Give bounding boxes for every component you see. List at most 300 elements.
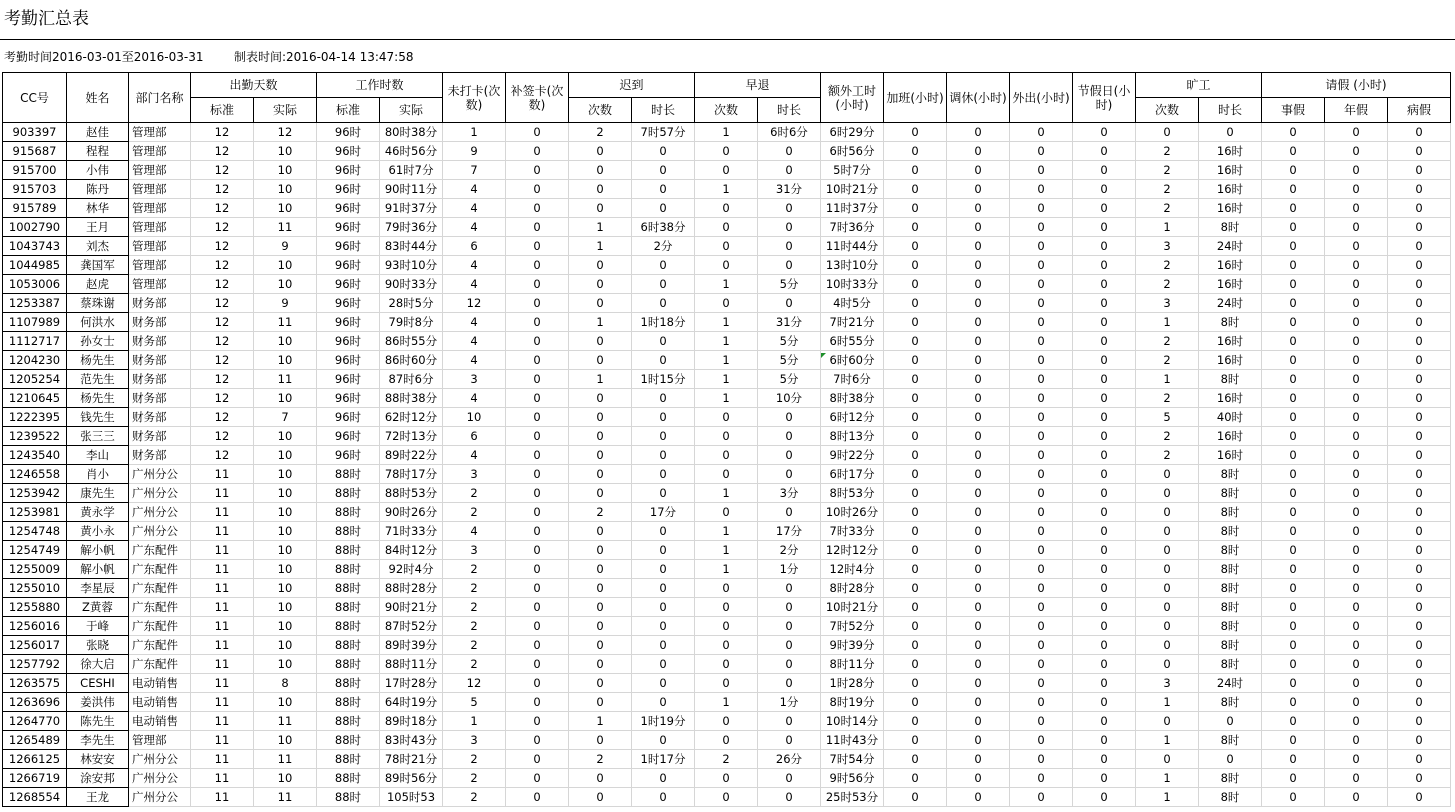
cell-early-count[interactable]: 1 [695,693,758,712]
cell-absent-count[interactable]: 0 [1136,750,1199,769]
cell-absent-count[interactable]: 3 [1136,674,1199,693]
cell-attend-std[interactable]: 11 [191,503,254,522]
cell-overtime[interactable]: 0 [884,522,947,541]
cell-attend-std[interactable]: 11 [191,484,254,503]
cell-overtime[interactable]: 0 [884,579,947,598]
cell-leave-sick[interactable]: 0 [1388,541,1451,560]
cell-comp-leave[interactable]: 0 [947,256,1010,275]
cell-leave-sick[interactable]: 0 [1388,617,1451,636]
cell-extra-hours[interactable]: 12时12分 [821,541,884,560]
cell-absent-duration[interactable]: 8时 [1199,788,1262,807]
header-absent[interactable]: 旷工 [1136,73,1262,98]
cell-late-count[interactable]: 0 [569,142,632,161]
cell-leave-annual[interactable]: 0 [1325,769,1388,788]
cell-dept[interactable]: 广东配件 [129,541,191,560]
cell-late-count[interactable]: 0 [569,446,632,465]
cell-late-duration[interactable]: 1时17分 [632,750,695,769]
cell-dept[interactable]: 财务部 [129,313,191,332]
cell-dept[interactable]: 管理部 [129,161,191,180]
cell-late-count[interactable]: 1 [569,218,632,237]
cell-leave-personal[interactable]: 0 [1262,484,1325,503]
cell-absent-duration[interactable]: 8时 [1199,731,1262,750]
cell-attend-actual[interactable]: 8 [254,674,317,693]
cell-attend-std[interactable]: 12 [191,237,254,256]
cell-early-duration[interactable]: 0 [758,674,821,693]
cell-leave-sick[interactable]: 0 [1388,731,1451,750]
cell-out[interactable]: 0 [1010,332,1073,351]
cell-late-count[interactable]: 2 [569,750,632,769]
cell-out[interactable]: 0 [1010,123,1073,142]
cell-holiday[interactable]: 0 [1073,465,1136,484]
cell-hours-std[interactable]: 96时 [317,370,380,389]
cell-late-duration[interactable]: 0 [632,636,695,655]
cell-name[interactable]: CESHI [67,674,129,693]
cell-early-count[interactable]: 1 [695,541,758,560]
cell-late-duration[interactable]: 0 [632,484,695,503]
cell-sign-fix[interactable]: 0 [506,560,569,579]
cell-dept[interactable]: 广州分公 [129,503,191,522]
cell-leave-annual[interactable]: 0 [1325,484,1388,503]
cell-sign-fix[interactable]: 0 [506,446,569,465]
cell-leave-sick[interactable]: 0 [1388,503,1451,522]
cell-early-count[interactable]: 0 [695,199,758,218]
cell-hours-actual[interactable]: 46时56分 [380,142,443,161]
cell-early-count[interactable]: 1 [695,522,758,541]
cell-attend-actual[interactable]: 10 [254,427,317,446]
cell-early-duration[interactable]: 2分 [758,541,821,560]
cell-early-count[interactable]: 0 [695,731,758,750]
cell-leave-annual[interactable]: 0 [1325,370,1388,389]
cell-name[interactable]: 龚国军 [67,256,129,275]
cell-leave-personal[interactable]: 0 [1262,636,1325,655]
cell-absent-duration[interactable]: 24时 [1199,237,1262,256]
cell-extra-hours[interactable]: 8时53分 [821,484,884,503]
cell-leave-annual[interactable]: 0 [1325,788,1388,807]
cell-leave-annual[interactable]: 0 [1325,408,1388,427]
cell-attend-std[interactable]: 12 [191,389,254,408]
cell-cc[interactable]: 1044985 [3,256,67,275]
cell-out[interactable]: 0 [1010,769,1073,788]
cell-sign-fix[interactable]: 0 [506,218,569,237]
cell-leave-sick[interactable]: 0 [1388,636,1451,655]
header-leave-personal[interactable]: 事假 [1262,98,1325,123]
cell-leave-annual[interactable]: 0 [1325,655,1388,674]
cell-late-duration[interactable]: 0 [632,199,695,218]
cell-hours-actual[interactable]: 84时12分 [380,541,443,560]
cell-name[interactable]: 陈先生 [67,712,129,731]
cell-absent-duration[interactable]: 16时 [1199,256,1262,275]
cell-name[interactable]: 于峰 [67,617,129,636]
cell-attend-std[interactable]: 11 [191,541,254,560]
cell-cc[interactable]: 903397 [3,123,67,142]
cell-hours-actual[interactable]: 71时33分 [380,522,443,541]
cell-early-count[interactable]: 0 [695,617,758,636]
cell-attend-std[interactable]: 12 [191,123,254,142]
cell-dept[interactable]: 管理部 [129,180,191,199]
header-leave[interactable]: 请假 (小时) [1262,73,1451,98]
cell-comp-leave[interactable]: 0 [947,389,1010,408]
cell-attend-actual[interactable]: 10 [254,731,317,750]
cell-overtime[interactable]: 0 [884,541,947,560]
cell-early-count[interactable]: 0 [695,655,758,674]
cell-leave-sick[interactable]: 0 [1388,674,1451,693]
cell-hours-std[interactable]: 88时 [317,636,380,655]
cell-hours-actual[interactable]: 89时22分 [380,446,443,465]
cell-extra-hours[interactable]: 10时33分 [821,275,884,294]
cell-dept[interactable]: 电动销售 [129,712,191,731]
cell-comp-leave[interactable]: 0 [947,617,1010,636]
cell-overtime[interactable]: 0 [884,560,947,579]
cell-early-count[interactable]: 0 [695,598,758,617]
cell-extra-hours[interactable]: 8时13分 [821,427,884,446]
cell-attend-actual[interactable]: 11 [254,313,317,332]
cell-extra-hours[interactable]: 6时29分 [821,123,884,142]
cell-missed-punch[interactable]: 2 [443,655,506,674]
cell-early-count[interactable]: 1 [695,313,758,332]
header-out[interactable]: 外出(小时) [1010,73,1073,123]
cell-leave-annual[interactable]: 0 [1325,674,1388,693]
cell-absent-duration[interactable]: 8时 [1199,313,1262,332]
cell-early-count[interactable]: 1 [695,275,758,294]
cell-absent-duration[interactable]: 8时 [1199,560,1262,579]
cell-leave-personal[interactable]: 0 [1262,142,1325,161]
cell-leave-sick[interactable]: 0 [1388,275,1451,294]
cell-dept[interactable]: 广东配件 [129,579,191,598]
cell-name[interactable]: 姜洪伟 [67,693,129,712]
cell-attend-actual[interactable]: 10 [254,389,317,408]
cell-sign-fix[interactable]: 0 [506,541,569,560]
cell-late-duration[interactable]: 0 [632,465,695,484]
cell-missed-punch[interactable]: 3 [443,731,506,750]
cell-dept[interactable]: 广州分公 [129,465,191,484]
cell-holiday[interactable]: 0 [1073,123,1136,142]
cell-attend-actual[interactable]: 10 [254,465,317,484]
cell-sign-fix[interactable]: 0 [506,598,569,617]
cell-holiday[interactable]: 0 [1073,731,1136,750]
cell-late-count[interactable]: 0 [569,560,632,579]
cell-early-duration[interactable]: 0 [758,256,821,275]
cell-overtime[interactable]: 0 [884,655,947,674]
cell-late-duration[interactable]: 0 [632,617,695,636]
cell-sign-fix[interactable]: 0 [506,275,569,294]
cell-dept[interactable]: 财务部 [129,446,191,465]
cell-attend-actual[interactable]: 7 [254,408,317,427]
cell-dept[interactable]: 财务部 [129,294,191,313]
cell-dept[interactable]: 管理部 [129,142,191,161]
cell-hours-std[interactable]: 96时 [317,332,380,351]
cell-out[interactable]: 0 [1010,674,1073,693]
cell-overtime[interactable]: 0 [884,674,947,693]
cell-early-duration[interactable]: 0 [758,598,821,617]
cell-late-duration[interactable]: 0 [632,408,695,427]
cell-late-duration[interactable]: 0 [632,598,695,617]
cell-extra-hours[interactable]: 1时28分 [821,674,884,693]
cell-cc[interactable]: 1205254 [3,370,67,389]
cell-hours-actual[interactable]: 88时28分 [380,579,443,598]
cell-attend-std[interactable]: 11 [191,598,254,617]
cell-early-duration[interactable]: 0 [758,503,821,522]
cell-attend-actual[interactable]: 10 [254,199,317,218]
cell-absent-count[interactable]: 1 [1136,788,1199,807]
header-missed-punch[interactable]: 未打卡(次数) [443,73,506,123]
cell-late-count[interactable]: 0 [569,427,632,446]
cell-comp-leave[interactable]: 0 [947,731,1010,750]
cell-holiday[interactable]: 0 [1073,598,1136,617]
cell-missed-punch[interactable]: 12 [443,294,506,313]
cell-absent-count[interactable]: 2 [1136,351,1199,370]
cell-early-duration[interactable]: 10分 [758,389,821,408]
cell-attend-std[interactable]: 12 [191,275,254,294]
cell-absent-duration[interactable]: 16时 [1199,351,1262,370]
cell-leave-personal[interactable]: 0 [1262,598,1325,617]
cell-attend-actual[interactable]: 10 [254,351,317,370]
cell-hours-std[interactable]: 96时 [317,389,380,408]
cell-name[interactable]: 康先生 [67,484,129,503]
cell-holiday[interactable]: 0 [1073,560,1136,579]
cell-sign-fix[interactable]: 0 [506,237,569,256]
cell-holiday[interactable]: 0 [1073,161,1136,180]
cell-attend-actual[interactable]: 10 [254,503,317,522]
cell-late-duration[interactable]: 0 [632,522,695,541]
cell-late-duration[interactable]: 0 [632,446,695,465]
cell-comp-leave[interactable]: 0 [947,123,1010,142]
cell-hours-actual[interactable]: 78时17分 [380,465,443,484]
header-attend-actual[interactable]: 实际 [254,98,317,123]
cell-late-count[interactable]: 0 [569,408,632,427]
cell-holiday[interactable]: 0 [1073,522,1136,541]
cell-missed-punch[interactable]: 4 [443,199,506,218]
cell-early-count[interactable]: 1 [695,484,758,503]
header-early-duration[interactable]: 时长 [758,98,821,123]
cell-overtime[interactable]: 0 [884,142,947,161]
cell-late-count[interactable]: 0 [569,465,632,484]
cell-hours-actual[interactable]: 91时37分 [380,199,443,218]
cell-late-duration[interactable]: 2分 [632,237,695,256]
cell-absent-count[interactable]: 1 [1136,769,1199,788]
cell-extra-hours[interactable]: 8时38分 [821,389,884,408]
cell-early-duration[interactable]: 0 [758,617,821,636]
cell-overtime[interactable]: 0 [884,237,947,256]
cell-leave-annual[interactable]: 0 [1325,218,1388,237]
cell-dept[interactable]: 广东配件 [129,560,191,579]
cell-name[interactable]: 徐大启 [67,655,129,674]
cell-missed-punch[interactable]: 4 [443,275,506,294]
cell-cc[interactable]: 1264770 [3,712,67,731]
cell-missed-punch[interactable]: 2 [443,598,506,617]
cell-attend-actual[interactable]: 10 [254,522,317,541]
cell-sign-fix[interactable]: 0 [506,579,569,598]
cell-late-count[interactable]: 0 [569,180,632,199]
cell-attend-actual[interactable]: 11 [254,370,317,389]
cell-leave-annual[interactable]: 0 [1325,712,1388,731]
cell-dept[interactable]: 管理部 [129,218,191,237]
cell-out[interactable]: 0 [1010,351,1073,370]
cell-dept[interactable]: 广东配件 [129,655,191,674]
cell-late-duration[interactable]: 0 [632,655,695,674]
cell-leave-sick[interactable]: 0 [1388,218,1451,237]
cell-hours-actual[interactable]: 93时10分 [380,256,443,275]
cell-leave-personal[interactable]: 0 [1262,256,1325,275]
cell-leave-sick[interactable]: 0 [1388,522,1451,541]
cell-out[interactable]: 0 [1010,579,1073,598]
cell-out[interactable]: 0 [1010,731,1073,750]
cell-name[interactable]: 解小帆 [67,560,129,579]
cell-hours-std[interactable]: 96时 [317,313,380,332]
cell-early-duration[interactable]: 0 [758,731,821,750]
cell-missed-punch[interactable]: 6 [443,427,506,446]
cell-attend-actual[interactable]: 10 [254,256,317,275]
cell-attend-std[interactable]: 11 [191,693,254,712]
cell-out[interactable]: 0 [1010,237,1073,256]
cell-cc[interactable]: 1255010 [3,579,67,598]
cell-out[interactable]: 0 [1010,275,1073,294]
cell-early-duration[interactable]: 0 [758,465,821,484]
cell-overtime[interactable]: 0 [884,313,947,332]
cell-absent-count[interactable]: 1 [1136,731,1199,750]
cell-hours-actual[interactable]: 79时36分 [380,218,443,237]
cell-late-count[interactable]: 0 [569,693,632,712]
cell-early-duration[interactable]: 0 [758,218,821,237]
cell-cc[interactable]: 1256016 [3,617,67,636]
cell-leave-sick[interactable]: 0 [1388,294,1451,313]
cell-overtime[interactable]: 0 [884,294,947,313]
cell-absent-count[interactable]: 0 [1136,598,1199,617]
cell-out[interactable]: 0 [1010,655,1073,674]
cell-late-duration[interactable]: 1时15分 [632,370,695,389]
cell-dept[interactable]: 管理部 [129,237,191,256]
cell-leave-sick[interactable]: 0 [1388,655,1451,674]
cell-attend-std[interactable]: 11 [191,674,254,693]
cell-overtime[interactable]: 0 [884,503,947,522]
cell-absent-count[interactable]: 0 [1136,579,1199,598]
cell-sign-fix[interactable]: 0 [506,788,569,807]
cell-out[interactable]: 0 [1010,503,1073,522]
cell-out[interactable]: 0 [1010,636,1073,655]
cell-holiday[interactable]: 0 [1073,693,1136,712]
cell-cc[interactable]: 1266125 [3,750,67,769]
cell-hours-actual[interactable]: 80时38分 [380,123,443,142]
cell-name[interactable]: 钱先生 [67,408,129,427]
cell-early-count[interactable]: 1 [695,560,758,579]
cell-leave-sick[interactable]: 0 [1388,712,1451,731]
cell-overtime[interactable]: 0 [884,427,947,446]
cell-hours-std[interactable]: 88时 [317,712,380,731]
cell-hours-actual[interactable]: 88时53分 [380,484,443,503]
cell-comp-leave[interactable]: 0 [947,693,1010,712]
cell-attend-std[interactable]: 12 [191,446,254,465]
cell-cc[interactable]: 915700 [3,161,67,180]
cell-cc[interactable]: 1268554 [3,788,67,807]
cell-absent-duration[interactable]: 8时 [1199,370,1262,389]
cell-leave-sick[interactable]: 0 [1388,560,1451,579]
header-hours-std[interactable]: 标准 [317,98,380,123]
cell-absent-duration[interactable]: 0 [1199,712,1262,731]
cell-late-duration[interactable]: 0 [632,389,695,408]
cell-leave-personal[interactable]: 0 [1262,180,1325,199]
cell-missed-punch[interactable]: 4 [443,389,506,408]
cell-late-count[interactable]: 0 [569,199,632,218]
cell-overtime[interactable]: 0 [884,256,947,275]
cell-holiday[interactable]: 0 [1073,142,1136,161]
cell-out[interactable]: 0 [1010,484,1073,503]
cell-absent-count[interactable]: 2 [1136,142,1199,161]
cell-leave-personal[interactable]: 0 [1262,579,1325,598]
cell-absent-duration[interactable]: 40时 [1199,408,1262,427]
cell-missed-punch[interactable]: 9 [443,142,506,161]
cell-missed-punch[interactable]: 2 [443,484,506,503]
cell-attend-actual[interactable]: 10 [254,579,317,598]
cell-absent-duration[interactable]: 16时 [1199,161,1262,180]
cell-attend-actual[interactable]: 9 [254,237,317,256]
cell-hours-actual[interactable]: 61时7分 [380,161,443,180]
cell-leave-annual[interactable]: 0 [1325,180,1388,199]
header-absent-duration[interactable]: 时长 [1199,98,1262,123]
cell-late-count[interactable]: 2 [569,123,632,142]
cell-holiday[interactable]: 0 [1073,503,1136,522]
cell-out[interactable]: 0 [1010,465,1073,484]
cell-hours-std[interactable]: 96时 [317,256,380,275]
cell-dept[interactable]: 广州分公 [129,522,191,541]
cell-early-duration[interactable]: 5分 [758,332,821,351]
cell-name[interactable]: 张晓 [67,636,129,655]
cell-leave-annual[interactable]: 0 [1325,389,1388,408]
cell-missed-punch[interactable]: 4 [443,446,506,465]
cell-holiday[interactable]: 0 [1073,256,1136,275]
cell-absent-count[interactable]: 0 [1136,712,1199,731]
cell-extra-hours[interactable]: 9时22分 [821,446,884,465]
cell-attend-actual[interactable]: 11 [254,218,317,237]
cell-leave-sick[interactable]: 0 [1388,313,1451,332]
cell-comp-leave[interactable]: 0 [947,427,1010,446]
cell-early-duration[interactable]: 0 [758,769,821,788]
cell-dept[interactable]: 财务部 [129,332,191,351]
cell-cc[interactable]: 1266719 [3,769,67,788]
cell-early-duration[interactable]: 31分 [758,313,821,332]
cell-attend-std[interactable]: 12 [191,161,254,180]
cell-late-duration[interactable]: 7时57分 [632,123,695,142]
cell-comp-leave[interactable]: 0 [947,769,1010,788]
cell-early-duration[interactable]: 0 [758,579,821,598]
cell-cc[interactable]: 1265489 [3,731,67,750]
cell-holiday[interactable]: 0 [1073,237,1136,256]
cell-early-count[interactable]: 1 [695,370,758,389]
cell-late-duration[interactable]: 0 [632,731,695,750]
cell-name[interactable]: 林华 [67,199,129,218]
cell-leave-sick[interactable]: 0 [1388,769,1451,788]
cell-early-duration[interactable]: 0 [758,636,821,655]
cell-early-duration[interactable]: 31分 [758,180,821,199]
cell-overtime[interactable]: 0 [884,598,947,617]
cell-sign-fix[interactable]: 0 [506,769,569,788]
cell-overtime[interactable]: 0 [884,750,947,769]
cell-late-duration[interactable]: 0 [632,427,695,446]
cell-overtime[interactable]: 0 [884,370,947,389]
cell-dept[interactable]: 管理部 [129,256,191,275]
cell-hours-actual[interactable]: 86时60分 [380,351,443,370]
cell-extra-hours[interactable]: 9时39分 [821,636,884,655]
cell-dept[interactable]: 管理部 [129,123,191,142]
cell-hours-actual[interactable]: 89时18分 [380,712,443,731]
cell-absent-count[interactable]: 0 [1136,123,1199,142]
cell-cc[interactable]: 1204230 [3,351,67,370]
cell-sign-fix[interactable]: 0 [506,522,569,541]
cell-absent-count[interactable]: 2 [1136,446,1199,465]
cell-hours-actual[interactable]: 86时55分 [380,332,443,351]
cell-extra-hours[interactable]: 5时7分 [821,161,884,180]
cell-leave-annual[interactable]: 0 [1325,598,1388,617]
cell-extra-hours[interactable]: 25时53分 [821,788,884,807]
cell-out[interactable]: 0 [1010,788,1073,807]
